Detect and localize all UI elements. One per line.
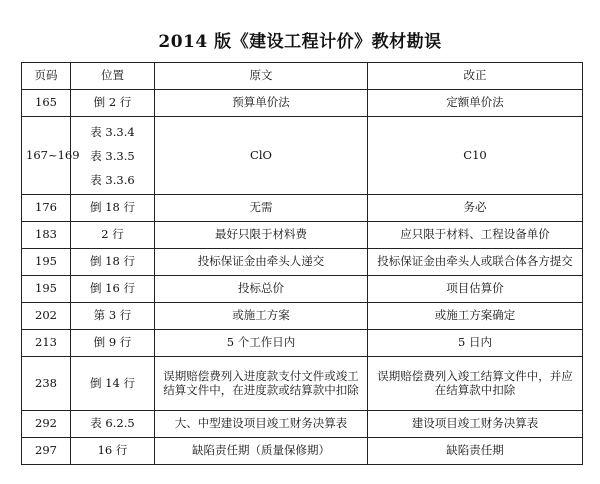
- cell-corrected: 应只限于材料、工程设备单价: [368, 222, 583, 249]
- cell-corrected: 务必: [368, 195, 583, 222]
- header-corrected: 改正: [368, 63, 583, 90]
- cell-location: 倒 14 行: [71, 357, 155, 411]
- cell-location: 倒 9 行: [71, 330, 155, 357]
- cell-corrected: C10: [368, 117, 583, 195]
- cell-location: 第 3 行: [71, 303, 155, 330]
- cell-location: 倒 18 行: [71, 195, 155, 222]
- table-row: [22, 303, 583, 330]
- cell-page: 195: [22, 249, 71, 276]
- cell-corrected: 定额单价法: [368, 90, 583, 117]
- cell-corrected: 投标保证金由牵头人或联合体各方提交: [368, 249, 583, 276]
- table-row: [22, 90, 583, 117]
- errata-table: [21, 62, 583, 465]
- header-location: 位置: [71, 63, 155, 90]
- cell-location: [71, 117, 155, 195]
- cell-corrected: 缺陷责任期: [368, 438, 583, 465]
- table-row: [22, 249, 583, 276]
- cell-corrected: 项目估算价: [368, 276, 583, 303]
- table-row: [22, 330, 583, 357]
- table-row: [22, 438, 583, 465]
- cell-page: 213: [22, 330, 71, 357]
- table-row: [22, 411, 583, 438]
- page-title: 2014 版《建设工程计价》教材勘误: [158, 32, 442, 52]
- cell-page: 176: [22, 195, 71, 222]
- cell-location: 倒 2 行: [71, 90, 155, 117]
- cell-corrected: 建设项目竣工财务决算表: [368, 411, 583, 438]
- cell-page: 297: [22, 438, 71, 465]
- cell-original: 误期赔偿费列入进度款支付文件或竣工结算文件中，在进度款或结算款中扣除: [155, 357, 368, 411]
- cell-original: 投标保证金由牵头人递交: [155, 249, 368, 276]
- cell-location: 倒 18 行: [71, 249, 155, 276]
- location-line: 表 3.3.4: [90, 124, 135, 139]
- cell-page: 165: [22, 90, 71, 117]
- cell-original: 预算单价法: [155, 90, 368, 117]
- cell-corrected: 误期赔偿费列入竣工结算文件中，并应在结算款中扣除: [368, 357, 583, 411]
- cell-original: 缺陷责任期（质量保修期）: [155, 438, 368, 465]
- cell-corrected: 5 日内: [368, 330, 583, 357]
- table-row: [22, 222, 583, 249]
- location-line: 表 3.3.5: [90, 148, 135, 163]
- header-original: 原文: [155, 63, 368, 90]
- cell-original: 或施工方案: [155, 303, 368, 330]
- cell-page: 292: [22, 411, 71, 438]
- table-row: [22, 195, 583, 222]
- cell-location: 16 行: [71, 438, 155, 465]
- cell-original: 最好只限于材料费: [155, 222, 368, 249]
- cell-original: ClO: [155, 117, 368, 195]
- cell-original: 无需: [155, 195, 368, 222]
- table-header-row: [22, 63, 583, 90]
- cell-original: 投标总价: [155, 276, 368, 303]
- table-row: [22, 357, 583, 411]
- cell-page: 195: [22, 276, 71, 303]
- cell-location: 表 6.2.5: [71, 411, 155, 438]
- location-line: 表 3.3.6: [90, 172, 135, 187]
- cell-original: 大、中型建设项目竣工财务决算表: [155, 411, 368, 438]
- header-page: 页码: [22, 63, 71, 90]
- table-row: [22, 117, 583, 195]
- cell-page: 238: [22, 357, 71, 411]
- cell-location: 倒 16 行: [71, 276, 155, 303]
- cell-original: 5 个工作日内: [155, 330, 368, 357]
- cell-location: 2 行: [71, 222, 155, 249]
- cell-page: 202: [22, 303, 71, 330]
- cell-page: 167~169: [22, 117, 71, 195]
- cell-corrected: 或施工方案确定: [368, 303, 583, 330]
- table-row: [22, 276, 583, 303]
- cell-page: 183: [22, 222, 71, 249]
